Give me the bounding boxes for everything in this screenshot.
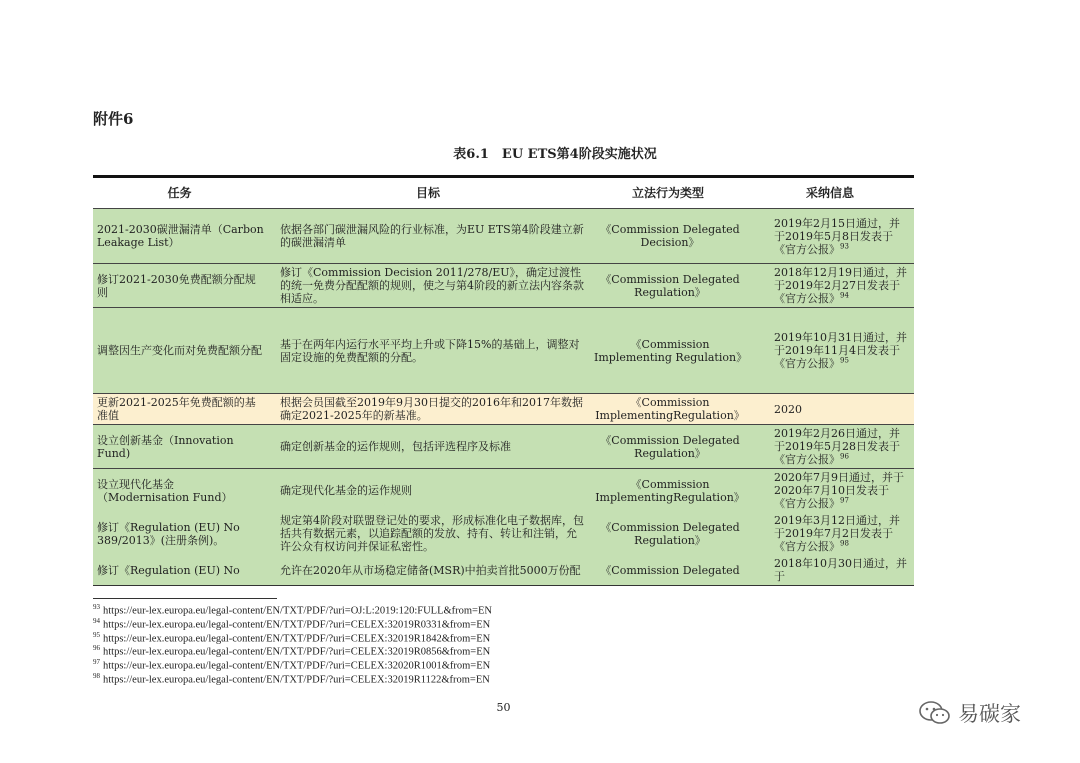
- cell-task: [93, 512, 270, 555]
- footnote-url[interactable]: https://eur-lex.europa.eu/legal-content/EN/TXT/PDF/?uri=OJ:L:2019:120:FULL&from=EN: [103, 605, 492, 617]
- cell-type: [590, 264, 750, 307]
- header-goal: 目标: [415, 185, 440, 200]
- cell-info: [750, 394, 914, 424]
- cell-type: [590, 425, 750, 468]
- footnote-ref: 97: [840, 496, 849, 505]
- cell-goal: [270, 512, 590, 555]
- cell-info: [750, 512, 914, 555]
- cell-info-text: 2020年7月9日通过，并于2020年7月10日发表于《官方公报》: [774, 471, 904, 510]
- cell-task-text: 修订《Regulation (EU) No: [97, 563, 240, 577]
- cell-task: [93, 209, 270, 263]
- header-type: 立法行为类型: [631, 185, 704, 200]
- footnote: [93, 604, 914, 618]
- cell-task: [93, 555, 270, 585]
- footnote-url[interactable]: https://eur-lex.europa.eu/legal-content/EN/TXT/PDF/?uri=CELEX:32019R1122&from=EN: [103, 674, 490, 686]
- cell-goal: [270, 394, 590, 424]
- appendix-title: 附件6: [93, 110, 134, 128]
- cell-type-text: 《Commission Delegated Regulation》: [600, 520, 740, 547]
- cell-info-wrap: [774, 427, 910, 466]
- page-body: [93, 175, 914, 714]
- cell-type: [590, 394, 750, 424]
- cell-info: [750, 209, 914, 263]
- cell-type-text: 《Commission Delegated Regulation》: [600, 272, 740, 299]
- cell-goal: [270, 555, 590, 585]
- footnote-divider: [93, 598, 277, 599]
- footnote-number: 96: [93, 644, 100, 653]
- cell-type-text: 《Commission Delegated Regulation》: [600, 433, 740, 460]
- cell-info: [750, 469, 914, 512]
- cell-info: [750, 555, 914, 585]
- cell-goal: [270, 264, 590, 307]
- cell-task: [93, 264, 270, 307]
- cell-task: [93, 425, 270, 468]
- cell-info-wrap: [774, 266, 910, 305]
- cell-type-text: 《Commission Implementing Regulation》: [594, 337, 748, 364]
- cell-goal-text: 确定创新基金的运作规则，包括评选程序及标准: [280, 440, 511, 453]
- cell-type: [590, 469, 750, 512]
- cell-goal-text: 基于在两年内运行水平平均上升或下降15%的基础上，调整对固定设施的免费配额的分配。: [280, 337, 580, 364]
- cell-task-text: 设立现代化基金（Modernisation Fund）: [97, 477, 233, 504]
- footnotes: [93, 604, 914, 687]
- cell-info-wrap: [774, 331, 910, 370]
- watermark: [918, 698, 1021, 728]
- cell-info-text: 2020: [774, 402, 802, 416]
- footnote-ref: 95: [840, 356, 849, 365]
- table-row: [93, 209, 914, 264]
- table-row: [93, 308, 914, 394]
- cell-info-text: 2019年2月26日通过，并于2019年5月28日发表于《官方公报》: [774, 427, 900, 466]
- cell-info-wrap: [774, 514, 910, 553]
- cell-goal: [270, 308, 590, 393]
- cell-info: [750, 425, 914, 468]
- footnote: [93, 618, 914, 632]
- cell-info-text: 2019年3月12日通过，并于2019年7月2日发表于《官方公报》: [774, 514, 900, 553]
- cell-info-wrap: [774, 217, 910, 256]
- footnote: [93, 673, 914, 687]
- cell-goal: [270, 469, 590, 512]
- cell-info-text: 2018年10月30日通过，并于: [774, 557, 907, 583]
- table-caption: 表6.1 EU ETS第4阶段实施状况: [453, 147, 657, 162]
- cell-type-text: 《Commission Delegated Decision》: [600, 223, 740, 249]
- table-row: [93, 555, 914, 585]
- cell-info-text: 2019年10月31日通过，并于2019年11月4日发表于《官方公报》: [774, 331, 907, 370]
- cell-info-wrap: [774, 471, 910, 510]
- table-row: [93, 264, 914, 308]
- cell-goal: [270, 425, 590, 468]
- cell-goal: [270, 209, 590, 263]
- footnote-url[interactable]: https://eur-lex.europa.eu/legal-content/EN/TXT/PDF/?uri=CELEX:32019R1842&from=EN: [103, 633, 491, 645]
- wechat-icon: [918, 700, 952, 726]
- cell-goal-text: 修订《Commission Decision 2011/278/EU》，确定过渡性的统一免费分配配额的规则，使之与第4阶段的新立法内容条款相适应。: [280, 266, 584, 305]
- cell-info-text: 2018年12月19日通过，并于2019年2月27日发表于《官方公报》: [774, 266, 907, 305]
- cell-goal-text: 依据各部门碳泄漏风险的行业标准，为EU ETS第4阶段建立新的碳泄漏清单: [280, 223, 584, 249]
- cell-type-text: 《Commission ImplementingRegulation》: [595, 396, 745, 422]
- footnote-number: 95: [93, 630, 100, 639]
- cell-task-text: 2021-2030碳泄漏清单（Carbon Leakage List）: [97, 223, 264, 249]
- footnote-number: 94: [93, 616, 100, 625]
- footnote-ref: 94: [840, 291, 849, 300]
- cell-type: [590, 512, 750, 555]
- table-row: [93, 469, 914, 512]
- cell-task-text: 设立创新基金（Innovation Fund): [97, 433, 234, 460]
- footnote: [93, 645, 914, 659]
- footnote: [93, 659, 914, 673]
- cell-type-text: 《Commission Delegated: [600, 563, 740, 577]
- table-header: [93, 178, 914, 209]
- footnote-number: 98: [93, 671, 100, 680]
- footnote-ref: 93: [840, 241, 849, 250]
- cell-goal-text: 确定现代化基金的运作规则: [280, 484, 412, 497]
- header-task: 任务: [167, 185, 192, 200]
- cell-goal-text: 根据会员国截至2019年9月30日提交的2016年和2017年数据确定2021-2025年的新基准。: [280, 396, 583, 422]
- table-row: [93, 394, 914, 425]
- implementation-table: [93, 175, 914, 586]
- cell-goal-text: 允许在2020年从市场稳定储备(MSR)中拍卖首批5000万份配: [280, 563, 581, 577]
- footnote-number: 93: [93, 603, 100, 611]
- cell-info: [750, 264, 914, 307]
- footnote: [93, 632, 914, 646]
- cell-task: [93, 308, 270, 393]
- header-info: 采纳信息: [805, 185, 854, 200]
- cell-task-text: 调整因生产变化而对免费配额分配: [97, 344, 262, 357]
- table-row: [93, 425, 914, 469]
- cell-type: [590, 308, 750, 393]
- cell-goal-text: 规定第4阶段对联盟登记处的要求，形成标准化电子数据库，包括共有数据元素，以追踪配额的发放、持有、转让和注销，允许公众有权访问并保证私密性。: [280, 514, 584, 553]
- footnote-ref: 96: [840, 452, 849, 461]
- cell-task-text: 修订2021-2030免费配额分配规则: [97, 272, 256, 299]
- footnote-number: 97: [93, 658, 100, 667]
- cell-task: [93, 394, 270, 424]
- watermark-text: 易碳家: [958, 702, 1021, 726]
- cell-type-text: 《Commission ImplementingRegulation》: [595, 477, 745, 504]
- cell-task: [93, 469, 270, 512]
- footnote-ref: 98: [840, 539, 849, 548]
- table-body: [93, 209, 914, 585]
- cell-type: [590, 555, 750, 585]
- footnote-url[interactable]: https://eur-lex.europa.eu/legal-content/EN/TXT/PDF/?uri=CELEX:32020R1001&from=EN: [103, 660, 491, 672]
- footnote-url[interactable]: https://eur-lex.europa.eu/legal-content/EN/TXT/PDF/?uri=CELEX:32019R0331&from=EN: [103, 619, 491, 631]
- cell-task-text: 修订《Regulation (EU) No 389/2013》(注册条例)。: [97, 520, 240, 547]
- cell-info: [750, 308, 914, 393]
- cell-info-text: 2019年2月15日通过，并于2019年5月8日发表于《官方公报》: [774, 216, 900, 256]
- table-row: [93, 512, 914, 555]
- page-number: 50: [496, 700, 511, 714]
- footnote-url[interactable]: https://eur-lex.europa.eu/legal-content/EN/TXT/PDF/?uri=CELEX:32019R0856&from=EN: [103, 646, 491, 658]
- cell-type: [590, 209, 750, 263]
- cell-task-text: 更新2021-2025年免费配额的基准值: [97, 396, 256, 422]
